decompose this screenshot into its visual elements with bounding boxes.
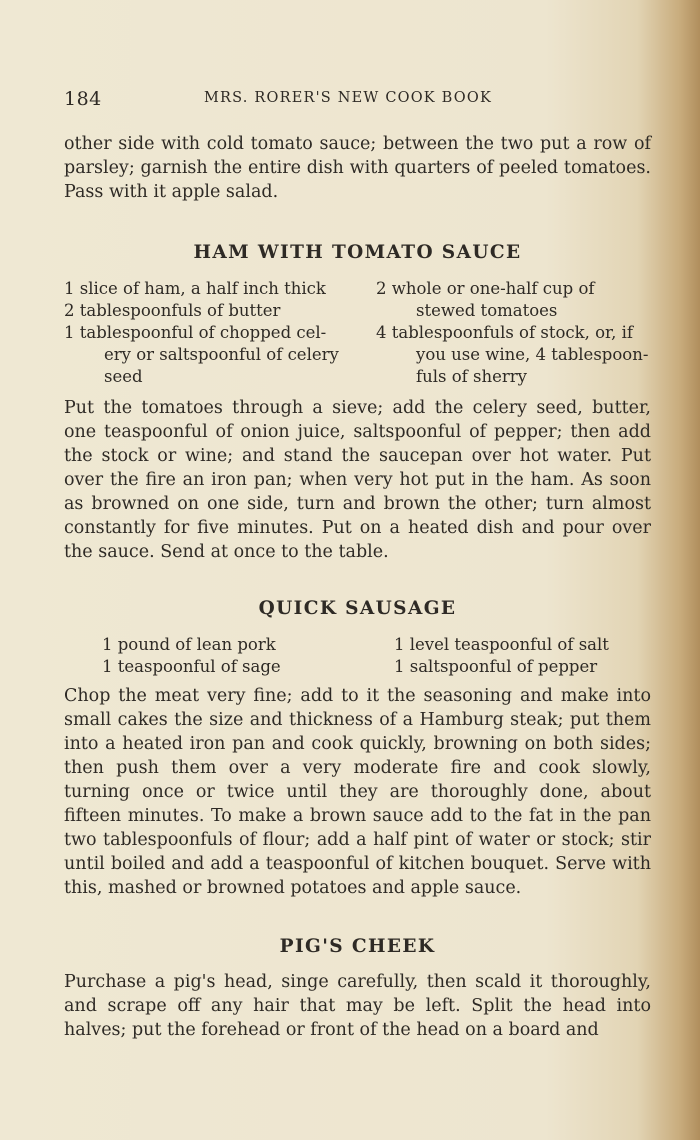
- ingredients-right-column: [376, 278, 651, 388]
- method-pigs-cheek: Purchase a pig's head, singe carefully, then scald it thoroughly, and scrape off any hair that may be left. Split the head into halves; put the forehead or front of the head on a board and: [64, 972, 651, 1040]
- ingredient-item: [376, 278, 651, 322]
- ingredient-text: 4 tablespoonfuls of stock, or, if: [376, 323, 633, 342]
- ingredients-right-column: [394, 634, 651, 678]
- book-title: MRS. RORER'S NEW COOK BOOK: [204, 90, 492, 106]
- running-head: [64, 88, 651, 112]
- ingredients-sausage: [64, 634, 651, 680]
- ingredients-left-column: [64, 278, 354, 388]
- recipe-title-ham: HAM WITH TOMATO SAUCE: [193, 242, 522, 263]
- ingredients-left-column: [102, 634, 372, 678]
- ingredients-ham: [64, 278, 651, 390]
- ingredient-item: [102, 656, 372, 678]
- method-ham: Put the tomatoes through a sieve; add the celery seed, butter, one teaspoonful of onion juice, saltspoonful of pepper; then add the stock or wine; and stand the saucepan over hot water. Put over the fire an iron pan; when very hot put in the ham. As soon as browned on one side, turn and brown the other; turn almost constantly for five minutes. Put on a heated dish and pour over the sauce. Send at once to the table.: [64, 398, 651, 562]
- ingredient-text: 1 level teaspoonful of salt: [394, 635, 609, 654]
- ingredient-item: [64, 278, 354, 300]
- ingredient-continuation: ery or saltspoonful of celery seed: [104, 345, 339, 386]
- ingredient-text: 1 saltspoonful of pepper: [394, 657, 598, 676]
- ingredient-continuation: you use wine, 4 tablespoon-fuls of sherry: [416, 345, 649, 386]
- ingredient-text: 1 teaspoonful of sage: [102, 657, 281, 676]
- ingredient-item: [376, 322, 651, 388]
- ingredient-item: [394, 634, 651, 656]
- ingredient-text: 1 slice of ham, a half inch thick: [64, 279, 326, 298]
- recipe-title-sausage: QUICK SAUSAGE: [258, 598, 457, 619]
- recipe-title-pigs-cheek: PIG'S CHEEK: [279, 936, 436, 957]
- ingredient-text: 1 pound of lean pork: [102, 635, 276, 654]
- ingredient-continuation: stewed tomatoes: [416, 301, 558, 320]
- ingredient-text: 1 tablespoonful of chopped cel-: [64, 323, 327, 342]
- ingredient-text: 2 tablespoonfuls of butter: [64, 301, 281, 320]
- ingredient-item: [64, 322, 354, 388]
- ingredient-text: 2 whole or one-half cup of: [376, 279, 595, 298]
- page-number: 184: [64, 88, 102, 110]
- ingredient-item: [102, 634, 372, 656]
- method-sausage: Chop the meat very fine; add to it the seasoning and make into small cakes the size and thickness of a Hamburg steak; put them into a heated iron pan and cook quickly, browning on both sides; then push them over a very moderate fire and cook slowly, turning once or twice until they are thoroughly done, about fifteen minutes. To make a brown sauce add to the fat in the pan two tablespoonfuls of flour; add a half pint of water or stock; stir until boiled and add a teaspoonful of kitchen bouquet. Serve with this, mashed or browned potatoes and apple sauce.: [64, 686, 651, 898]
- ingredient-item: [394, 656, 651, 678]
- ingredient-item: [64, 300, 354, 322]
- intro-paragraph: other side with cold tomato sauce; between the two put a row of parsley; garnish the entire dish with quarters of peeled tomatoes. Pass with it apple salad.: [64, 134, 651, 202]
